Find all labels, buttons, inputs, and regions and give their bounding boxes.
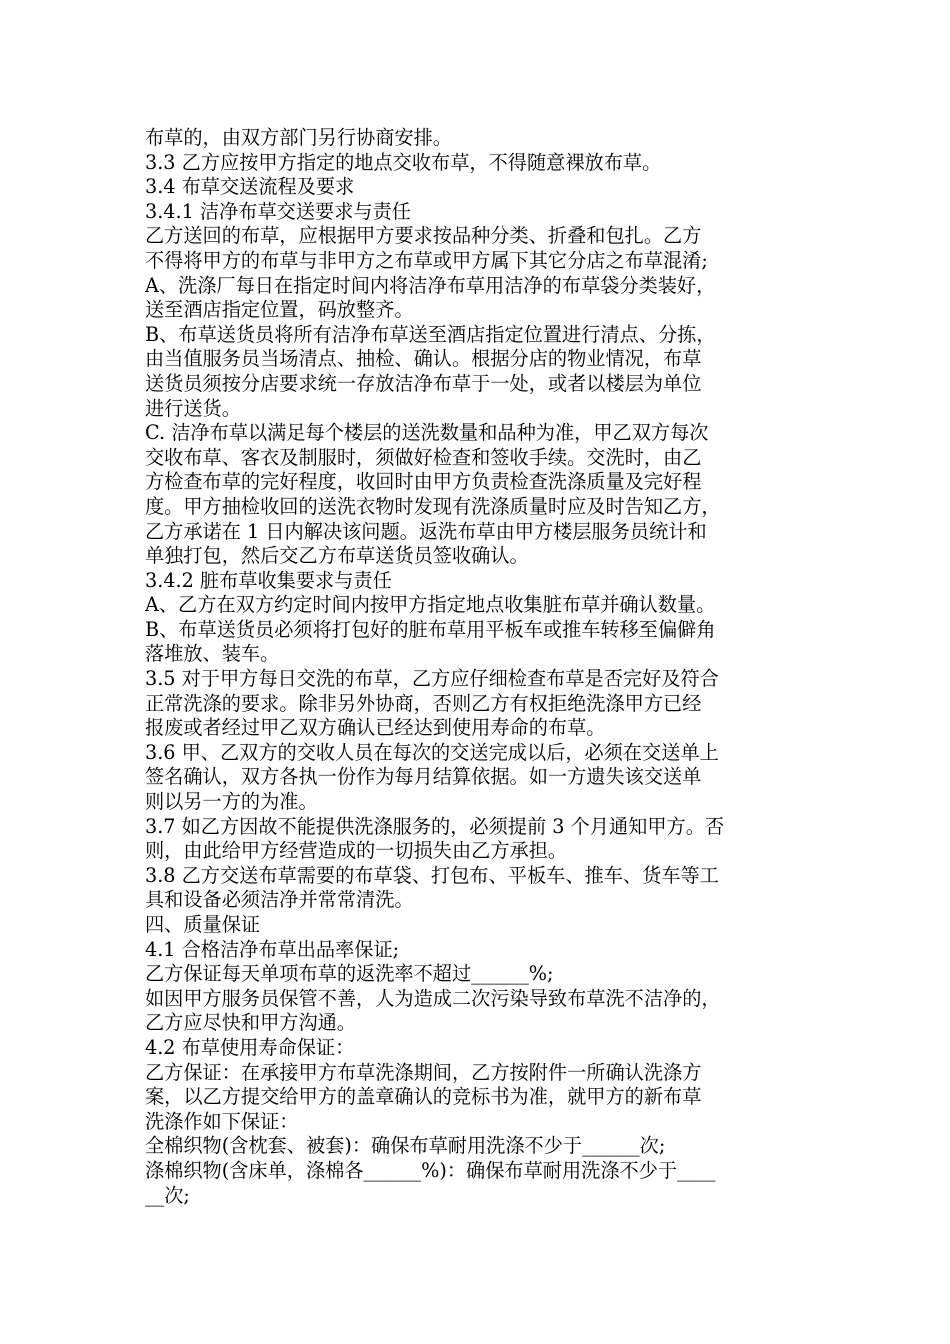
text-line: 度。甲方抽检收回的送洗衣物时发现有洗涤质量时应及时告知乙方， [145, 494, 721, 518]
text-line: 洗涤作如下保证： [145, 1109, 299, 1133]
text-line: 3.6 甲、乙双方的交收人员在每次的交送完成以后，必须在交送单上 [145, 740, 719, 764]
text-line: 报废或者经过甲乙双方确认已经达到使用寿命的布草。 [145, 716, 606, 740]
text-line: 4.2 布草使用寿命保证： [145, 1035, 355, 1059]
text-line: 3.8 乙方交送布草需要的布草袋、打包布、平板车、推车、货车等工 [145, 863, 719, 887]
text-line: 4.1 合格洁净布草出品率保证; [145, 937, 400, 961]
text-line: 送货员须按分店要求统一存放洁净布草于一处，或者以楼层为单位 [145, 371, 702, 395]
text-line: C. 洁净布草以满足每个楼层的送洗数量和品种为准，甲乙双方每次 [145, 421, 709, 445]
text-line: A、乙方在双方约定时间内按甲方指定地点收集脏布草并确认数量。 [145, 593, 716, 617]
text-line: A、洗涤厂每日在指定时间内将洁净布草用洁净的布草袋分类装好， [145, 273, 716, 297]
text-line: 涤棉织物(含床单，涤棉各______%)：确保布草耐用洗涤不少于____ [145, 1158, 716, 1182]
text-line: 落堆放、装车。 [145, 642, 280, 666]
text-line: 四、质量保证 [145, 913, 261, 936]
text-line: 进行送货。 [145, 396, 241, 420]
text-line: 乙方应尽快和甲方沟通。 [145, 1011, 357, 1035]
text-line: 3.4.1 洁净布草交送要求与责任 [145, 199, 411, 223]
text-line: 乙方保证：在承接甲方布草洗涤期间，乙方按附件一所确认洗涤方 [145, 1060, 702, 1084]
text-line: B、布草送货员必须将打包好的脏布草用平板车或推车转移至偏僻角 [145, 617, 716, 641]
text-line: 正常洗涤的要求。除非另外协商，否则乙方有权拒绝洗涤甲方已经 [145, 691, 702, 715]
text-line: 乙方保证每天单项布草的返洗率不超过______%; [145, 962, 554, 986]
text-line: 具和设备必须洁净并常常清洗。 [145, 888, 414, 912]
text-line: 乙方送回的布草，应根据甲方要求按品种分类、折叠和包扎。乙方 [145, 224, 702, 248]
text-line: 3.4 布草交送流程及要求 [145, 175, 355, 199]
text-line: 单独打包，然后交乙方布草送货员签收确认。 [145, 544, 529, 568]
text-line: 则以另一方的为准。 [145, 790, 318, 814]
text-line: 由当值服务员当场清点、抽检、确认。根据分店的物业情况，布草 [145, 347, 702, 371]
text-line: 3.7 如乙方因故不能提供洗涤服务的，必须提前 3 个月通知甲方。否 [145, 814, 725, 838]
text-line: 送至酒店指定位置，码放整齐。 [145, 298, 414, 322]
text-line: 交收布草、客衣及制服时，须做好检查和签收手续。交洗时，由乙 [145, 445, 702, 469]
text-line: 不得将甲方的布草与非甲方之布草或甲方属下其它分店之布草混淆; [145, 248, 708, 272]
text-line: 如因甲方服务员保管不善，人为造成二次污染导致布草洗不洁净的， [145, 986, 721, 1010]
document-page [145, 126, 825, 1208]
text-line: 全棉织物(含枕套、被套)：确保布草耐用洗涤不少于______次; [145, 1134, 666, 1158]
text-line: __次; [145, 1183, 190, 1207]
text-line: B、布草送货员将所有洁净布草送至酒店指定位置进行清点、分拣， [145, 322, 716, 346]
text-line: 布草的，由双方部门另行协商安排。 [145, 126, 452, 149]
text-line: 签名确认，双方各执一份作为每月结算依据。如一方遗失该交送单 [145, 765, 702, 789]
text-line: 则，由此给甲方经营造成的一切损失由乙方承担。 [145, 839, 568, 863]
text-line: 3.3 乙方应按甲方指定的地点交收布草，不得随意裸放布草。 [145, 150, 662, 174]
text-line: 乙方承诺在 1 日内解决该问题。返洗布草由甲方楼层服务员统计和 [145, 519, 707, 543]
text-line: 3.4.2 脏布草收集要求与责任 [145, 568, 392, 592]
text-line: 案，以乙方提交给甲方的盖章确认的竞标书为准，就甲方的新布草 [145, 1085, 702, 1109]
text-line: 方检查布草的完好程度，收回时由甲方负责检查洗涤质量及完好程 [145, 470, 702, 494]
text-line: 3.5 对于甲方每日交洗的布草，乙方应仔细检查布草是否完好及符合 [145, 667, 719, 691]
